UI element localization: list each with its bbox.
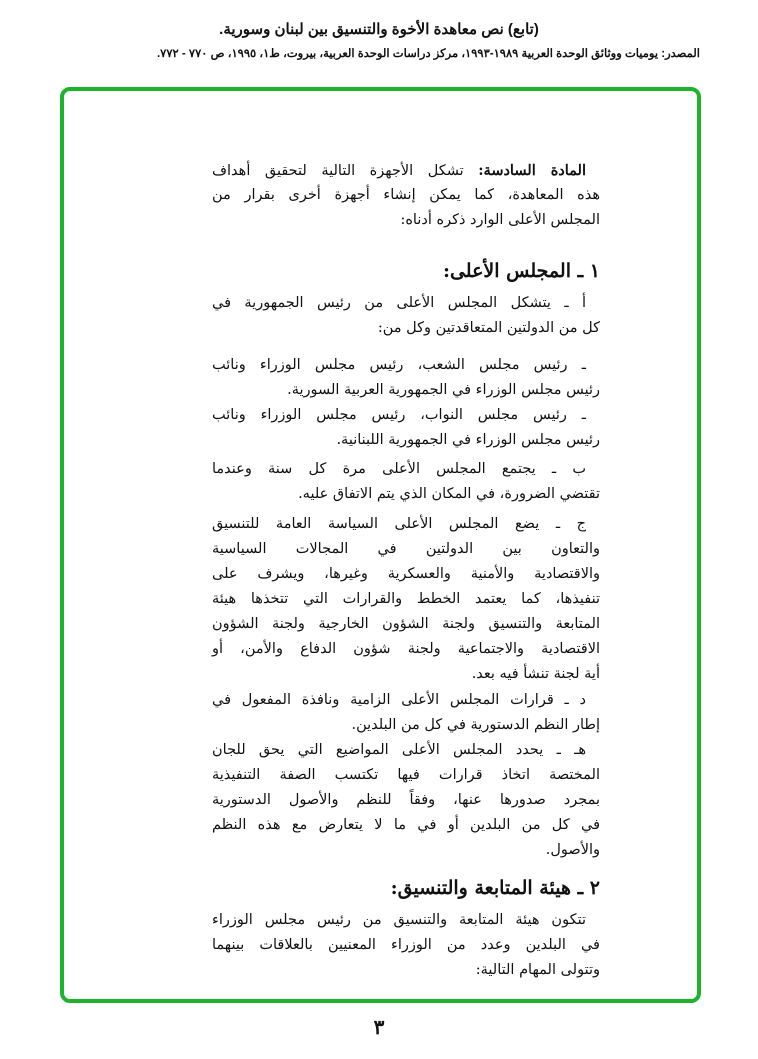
section-2-paragraph (212, 908, 600, 983)
clause-line: ج ـ يضع المجلس الأعلى السياسة العامة للتنسيق (212, 516, 586, 532)
clause-e (212, 738, 600, 863)
section-1-heading: ١ ـ المجلس الأعلى: (442, 260, 600, 282)
clause-line: والاقتصادية والأمنية والعسكرية وغيرها، ويشرف على (212, 566, 600, 582)
clause-line: د ـ قرارات المجلس الأعلى الزامية ونافذة المفعول في (212, 692, 586, 708)
clause-line: رئيس مجلس الوزراء في الجمهورية العربية السورية. (287, 382, 600, 398)
clause-line: تقتضي الضرورة، في المكان الذي يتم الاتفاق عليه. (298, 486, 600, 502)
clause-a (212, 291, 600, 341)
article-six (212, 158, 600, 233)
clause-b (212, 457, 600, 507)
clause-a-item-1 (212, 353, 600, 403)
clause-line: بمجرد صدورها عنها، وفقاً للنظم والأصول الدستورية (212, 792, 600, 808)
clause-line: كل من الدولتين المتعاقدتين وكل من: (377, 320, 600, 336)
clause-a-item-2 (212, 403, 600, 453)
clause-line: تتكون هيئة المتابعة والتنسيق من رئيس مجلس الوزراء (212, 912, 586, 928)
clause-line: الاقتصادية والاجتماعية ولجنة شؤون الدفاع والأمن، أو (212, 641, 600, 657)
article-line: هذه المعاهدة، كما يمكن إنشاء أجهزة أخرى بقرار من (212, 187, 600, 203)
clause-line: في البلدين وعدد من الوزراء المعنيين بالعلاقات بينهما (212, 937, 600, 953)
article-line: المجلس الأعلى الوارد ذكره أدناه: (400, 212, 600, 228)
clause-line: في كل من البلدين أو في ما لا يتعارض مع هذه النظم (212, 817, 600, 833)
clause-line: تنفيذها، كما يعتمد الخطط والقرارات التي تتخذها هيئة (212, 591, 600, 607)
clause-line: أية لجنة تنشأ فيه بعد. (471, 666, 600, 682)
clause-line: أ ـ يتشكل المجلس الأعلى من رئيس الجمهورية في (212, 295, 586, 311)
clause-line: المختصة اتخاذ قرارات فيها تكتسب الصفة التنفيذية (212, 767, 600, 783)
clause-line: ـ رئيس مجلس النواب، رئيس مجلس الوزراء ونائب (212, 407, 586, 423)
clause-line: ب ـ يجتمع المجلس الأعلى مرة كل سنة وعندما (212, 461, 586, 477)
clause-d (212, 688, 600, 738)
clause-line: وتتولى المهام التالية: (475, 962, 600, 978)
section-2-heading: ٢ ـ هيئة المتابعة والتنسيق: (390, 877, 600, 899)
clause-line: ـ رئيس مجلس الشعب، رئيس مجلس الوزراء ونائب (212, 357, 586, 373)
page-number: ٣ (373, 1015, 385, 1039)
clause-line: هـ ـ يحدد المجلس الأعلى المواضيع التي يحق للجان (212, 742, 586, 758)
clause-line: والتعاون بين الدولتين في المجالات السياسية (212, 541, 600, 557)
source-citation: المصدر: يوميات ووثائق الوحدة العربية ١٩٨٩-١٩٩٣، مركز دراسات الوحدة العربية، بيروت، ط١، ١٩٩٥، ص ٧٧٠ - ٧٧٢. (156, 48, 700, 60)
document-title: (تابع) نص معاهدة الأخوة والتنسيق بين لبنان وسورية. (219, 21, 539, 38)
clause-line: إطار النظم الدستورية في كل من البلدين. (351, 717, 600, 733)
clause-line: والأصول. (545, 842, 600, 858)
article-label: المادة السادسة: (478, 162, 586, 179)
clause-line: رئيس مجلس الوزراء في الجمهورية اللبنانية. (336, 432, 600, 448)
clause-line: المتابعة والتنسيق ولجنة الشؤون الخارجية ولجنة الشؤون (212, 616, 600, 632)
article-line: المادة السادسة: تشكل الأجهزة التالية لتحقيق أهداف (212, 162, 586, 179)
clause-c (212, 512, 600, 687)
